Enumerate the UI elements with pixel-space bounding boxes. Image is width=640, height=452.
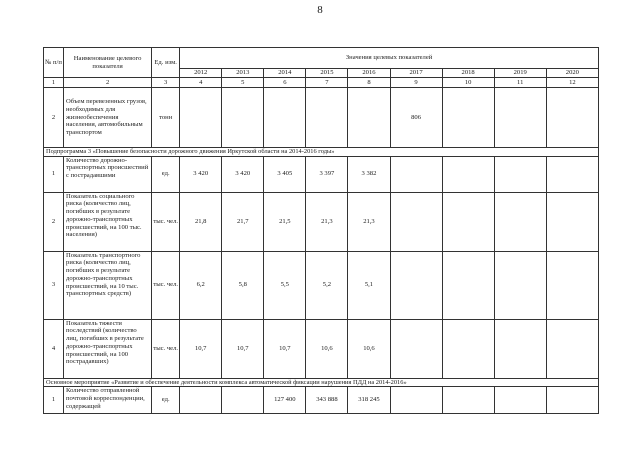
value-cell [546, 319, 598, 378]
value-cell [494, 192, 546, 251]
table-row [44, 88, 599, 148]
value-cell [494, 387, 546, 414]
row-unit: тыс. чел. [152, 319, 180, 378]
value-cell [546, 88, 598, 148]
section-title-subprogram: Подпрограмма 3 «Повышение безопасности дорожного движения Иркутской области на 2014-2016 годы» [44, 148, 599, 157]
col-number: 11 [494, 78, 546, 88]
value-cell: 21,3 [306, 192, 348, 251]
row-no: 3 [44, 251, 64, 319]
header-unit: Ед. изм. [152, 48, 180, 78]
value-cell: 3 405 [264, 156, 306, 192]
row-name: Показатель тяжести последствий (количество лиц, погибших в результате дорожно-транспортных происшествий, на 100 пострадавших) [64, 319, 152, 378]
value-cell: 5,5 [264, 251, 306, 319]
col-number: 12 [546, 78, 598, 88]
page-number: 8 [317, 4, 323, 16]
value-cell [306, 88, 348, 148]
value-cell: 10,6 [348, 319, 390, 378]
year-cell: 2020 [546, 69, 598, 78]
year-cell: 2018 [442, 69, 494, 78]
value-cell [546, 156, 598, 192]
row-name: Количество отправленной почтовой корреспонденции, содержащей [64, 387, 152, 414]
value-cell: 5,8 [222, 251, 264, 319]
value-cell: 3 382 [348, 156, 390, 192]
year-cell: 2019 [494, 69, 546, 78]
col-number: 1 [44, 78, 64, 88]
header-no: № п/п [44, 48, 64, 78]
col-number: 10 [442, 78, 494, 88]
value-cell: 3 397 [306, 156, 348, 192]
year-cell: 2012 [180, 69, 222, 78]
row-unit: ед. [152, 156, 180, 192]
value-cell [390, 319, 442, 378]
value-cell [264, 88, 306, 148]
row-no: 1 [44, 387, 64, 414]
table-row [44, 387, 599, 414]
value-cell: 10,6 [306, 319, 348, 378]
value-cell [390, 251, 442, 319]
value-cell: 10,7 [180, 319, 222, 378]
year-cell: 2014 [264, 69, 306, 78]
value-cell [546, 387, 598, 414]
value-cell: 10,7 [222, 319, 264, 378]
row-unit: тыс. чел. [152, 192, 180, 251]
value-cell [180, 387, 222, 414]
col-number: 9 [390, 78, 442, 88]
table-row [44, 156, 599, 192]
header-name: Наименование целевого показателя [64, 48, 152, 78]
col-number: 7 [306, 78, 348, 88]
row-name: Объем перевезенных грузов, необходимых для жизнеобеспечения населения, автомобильным транспортом [64, 88, 152, 148]
value-cell [546, 192, 598, 251]
section-row [44, 148, 599, 157]
value-cell [222, 88, 264, 148]
value-cell [546, 251, 598, 319]
value-cell: 127 400 [264, 387, 306, 414]
section-title-main-activity: Основное мероприятие «Развитие и обеспечение деятельности комплекса автоматической фиксации нарушения ПДД на 2014-2016» [44, 378, 599, 387]
header-values-title: Значения целевых показателей [180, 48, 599, 69]
row-no: 2 [44, 88, 64, 148]
year-cell: 2013 [222, 69, 264, 78]
value-cell: 3 420 [222, 156, 264, 192]
row-name: Показатель транспортного риска (количество лиц, погибших в результате дорожно-транспортных происшествий, на 10 тыс. транспортных средств) [64, 251, 152, 319]
table-row [44, 192, 599, 251]
value-cell: 6,2 [180, 251, 222, 319]
value-cell [442, 251, 494, 319]
col-number: 2 [64, 78, 152, 88]
value-cell: 21,8 [180, 192, 222, 251]
value-cell [494, 251, 546, 319]
year-cell: 2015 [306, 69, 348, 78]
value-cell: 3 420 [180, 156, 222, 192]
section-row [44, 378, 599, 387]
col-number: 5 [222, 78, 264, 88]
row-name: Показатель социального риска (количество лиц, погибших в результате дорожно-транспортных происшествий, на 100 тыс. населения) [64, 192, 152, 251]
value-cell [494, 156, 546, 192]
row-unit: тыс. чел. [152, 251, 180, 319]
col-number: 3 [152, 78, 180, 88]
value-cell [442, 319, 494, 378]
value-cell [442, 192, 494, 251]
value-cell [348, 88, 390, 148]
year-cell: 2017 [390, 69, 442, 78]
value-cell: 21,5 [264, 192, 306, 251]
value-cell: 21,7 [222, 192, 264, 251]
row-unit: тонн [152, 88, 180, 148]
value-cell: 343 888 [306, 387, 348, 414]
value-cell [222, 387, 264, 414]
value-cell [442, 88, 494, 148]
value-cell [390, 387, 442, 414]
value-cell: 10,7 [264, 319, 306, 378]
header-row [44, 48, 599, 69]
value-cell: 21,3 [348, 192, 390, 251]
value-cell: 318 245 [348, 387, 390, 414]
year-cell: 2016 [348, 69, 390, 78]
value-cell [494, 88, 546, 148]
value-cell [390, 156, 442, 192]
value-cell: 5,1 [348, 251, 390, 319]
value-cell: 806 [390, 88, 442, 148]
row-name: Количество дорожно-транспортных происшествий с пострадавшими [64, 156, 152, 192]
row-no: 1 [44, 156, 64, 192]
row-unit: ед. [152, 387, 180, 414]
target-indicators-table [43, 47, 599, 414]
row-no: 4 [44, 319, 64, 378]
col-number: 8 [348, 78, 390, 88]
col-number: 6 [264, 78, 306, 88]
value-cell [180, 88, 222, 148]
value-cell [442, 387, 494, 414]
value-cell [494, 319, 546, 378]
col-number: 4 [180, 78, 222, 88]
value-cell [390, 192, 442, 251]
table-row [44, 319, 599, 378]
table-row [44, 251, 599, 319]
value-cell: 5,2 [306, 251, 348, 319]
value-cell [442, 156, 494, 192]
column-numbers-row [44, 78, 599, 88]
row-no: 2 [44, 192, 64, 251]
